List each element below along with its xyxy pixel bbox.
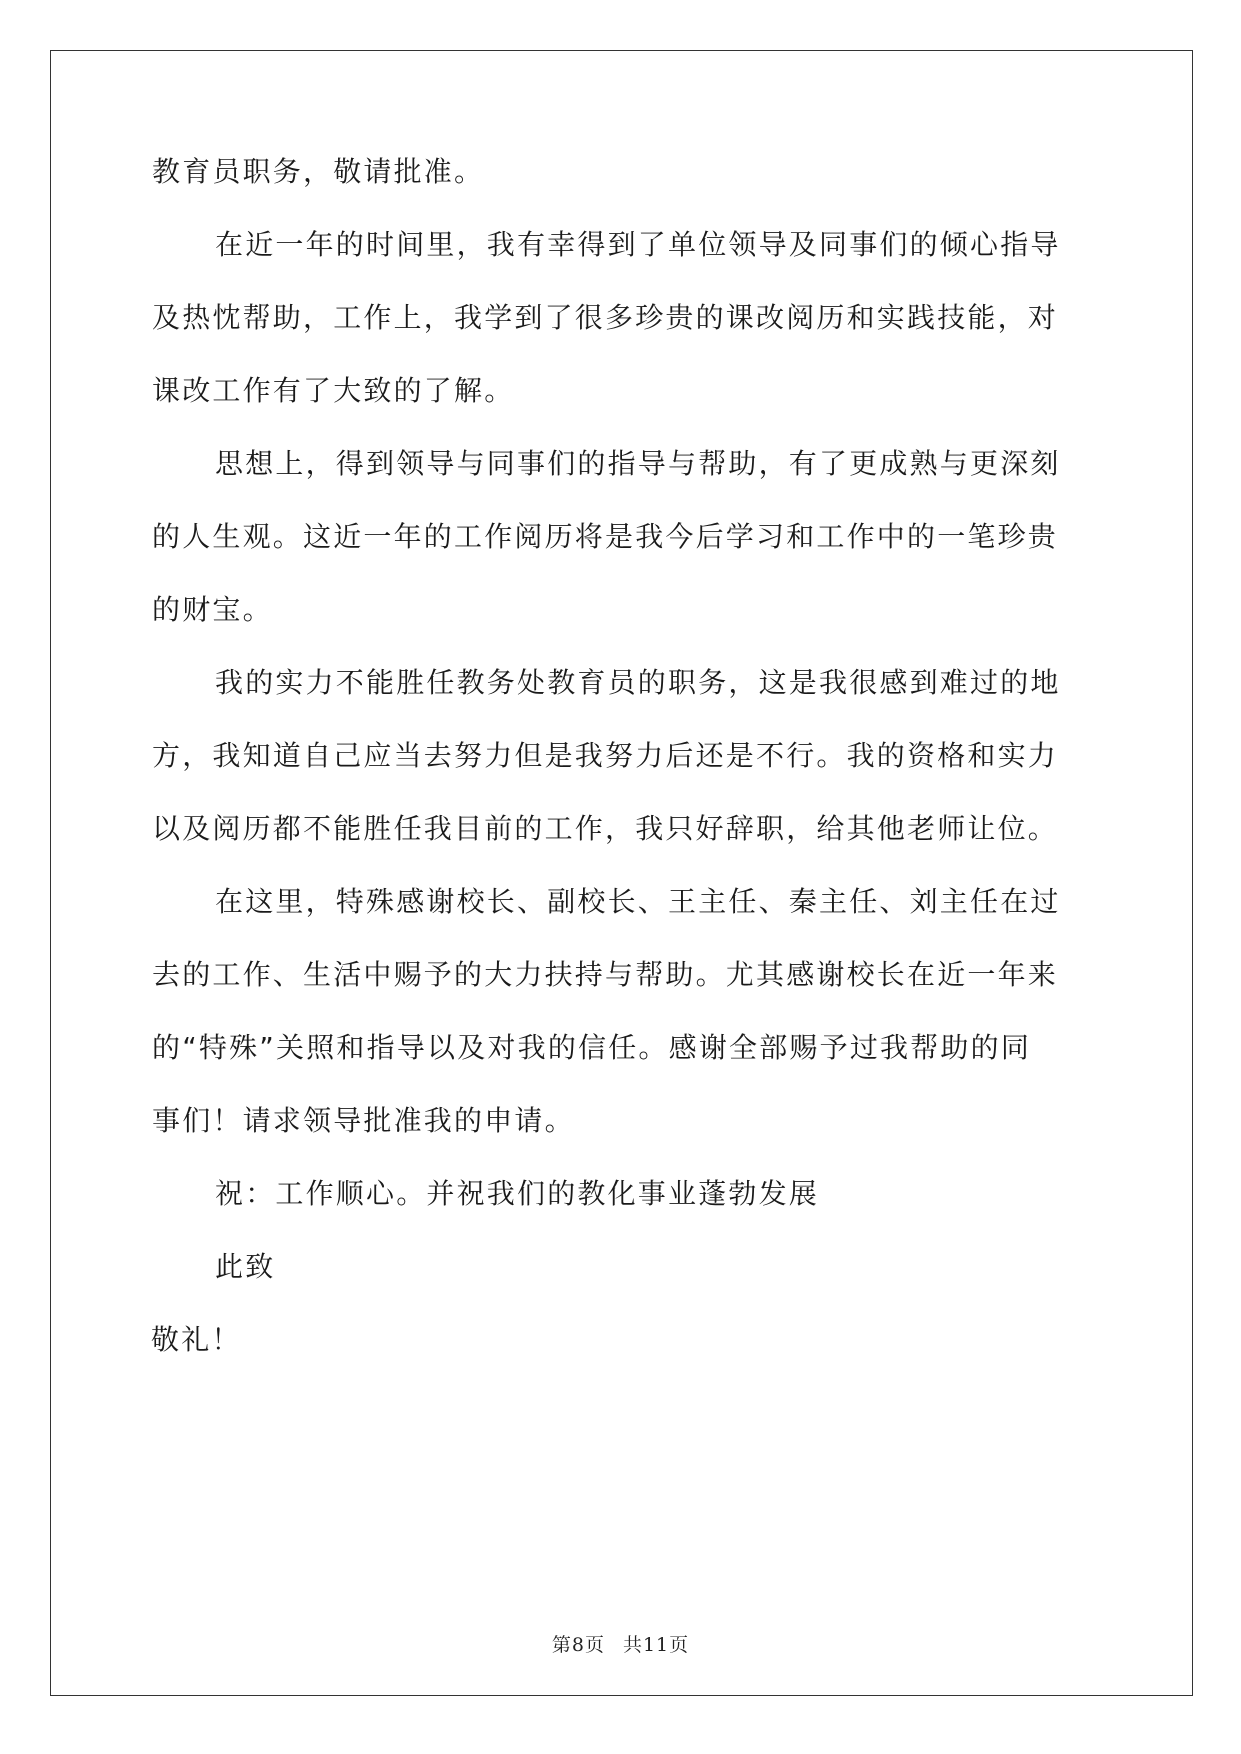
text-line: 教育员职务，敬请批准。 [152, 155, 485, 188]
text-line: 事们！请求领导批准我的申请。 [152, 1104, 575, 1137]
text-line: 方，我知道自己应当去努力但是我努力后还是不行。我的资格和实力 [152, 739, 1059, 772]
paragraph-start-line: 在近一年的时间里，我有幸得到了单位领导及同事们的倾心指导 [215, 228, 1061, 261]
text-line: 的“特殊”关照和指导以及对我的信任。感谢全部赐予过我帮助的同 [152, 1031, 1032, 1064]
text-line: 的财宝。 [152, 593, 273, 626]
paragraph-start-line: 我的实力不能胜任教务处教育员的职务，这是我很感到难过的地 [215, 666, 1061, 699]
paragraph-start-line: 思想上，得到领导与同事们的指导与帮助，有了更成熟与更深刻 [215, 447, 1061, 480]
closing-regards: 敬礼！ [151, 1323, 242, 1356]
closing-wish: 祝：工作顺心。并祝我们的教化事业蓬勃发展 [215, 1177, 820, 1210]
page-border [50, 50, 1193, 1696]
text-line: 去的工作、生活中赐予的大力扶持与帮助。尤其感谢校长在近一年来 [152, 958, 1059, 991]
page-footer [0, 1630, 1241, 1657]
closing-salutation: 此致 [215, 1250, 276, 1283]
text-line: 以及阅历都不能胜任我目前的工作，我只好辞职，给其他老师让位。 [152, 812, 1059, 845]
current-page-number: 第8页 [551, 1634, 605, 1656]
text-line: 及热忱帮助，工作上，我学到了很多珍贵的课改阅历和实践技能，对 [152, 301, 1059, 334]
paragraph-start-line: 在这里，特殊感谢校长、副校长、王主任、秦主任、刘主任在过 [215, 885, 1061, 918]
text-line: 课改工作有了大致的了解。 [152, 374, 515, 407]
text-line: 的人生观。这近一年的工作阅历将是我今后学习和工作中的一笔珍贵 [152, 520, 1059, 553]
total-page-count: 共11页 [622, 1634, 690, 1656]
